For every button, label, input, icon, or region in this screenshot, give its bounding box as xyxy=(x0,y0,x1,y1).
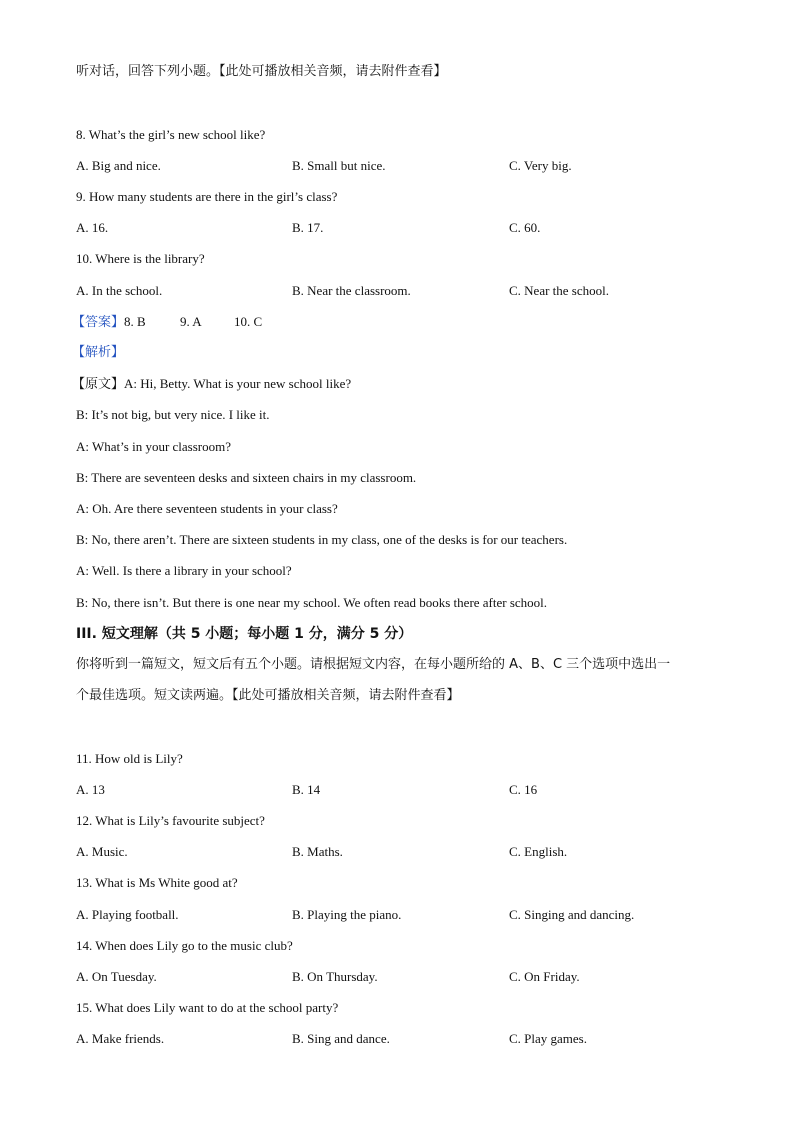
q8-option-b: B. Small but nice. xyxy=(292,158,386,173)
listening-intro: 听对话，回答下列小题。【此处可播放相关音频，请去附件查看】 xyxy=(76,64,447,79)
original-label: 【原文】 xyxy=(72,377,125,392)
question-14: 14. When does Lily go to the music club? xyxy=(76,938,293,953)
q9-option-b: B. 17. xyxy=(292,220,324,235)
transcript-line-2: B: It’s not big, but very nice. I like it. xyxy=(76,407,270,422)
q8-option-a: A. Big and nice. xyxy=(76,158,161,173)
question-10: 10. Where is the library? xyxy=(76,251,205,266)
transcript-line-7: A: Well. Is there a library in your school? xyxy=(76,563,292,578)
q15-option-b: B. Sing and dance. xyxy=(292,1031,390,1046)
q13-option-b: B. Playing the piano. xyxy=(292,907,402,922)
q10-option-c: C. Near the school. xyxy=(509,283,610,298)
question-15: 15. What does Lily want to do at the school party? xyxy=(76,1000,339,1015)
q15-option-a: A. Make friends. xyxy=(76,1031,165,1046)
question-11: 11. How old is Lily? xyxy=(76,751,183,766)
answer-9: 9. A xyxy=(180,314,202,329)
analysis-label: 【解析】 xyxy=(72,345,125,360)
q12-option-c: C. English. xyxy=(509,844,568,859)
q9-option-c: C. 60. xyxy=(509,220,541,235)
q14-option-a: A. On Tuesday. xyxy=(76,969,157,984)
q8-option-c: C. Very big. xyxy=(509,158,572,173)
q12-option-a: A. Music. xyxy=(76,844,128,859)
q11-option-c: C. 16 xyxy=(509,782,538,797)
q10-option-a: A. In the school. xyxy=(76,283,163,298)
q10-option-b: B. Near the classroom. xyxy=(292,283,411,298)
question-12: 12. What is Lily’s favourite subject? xyxy=(76,813,265,828)
answer-10: 10. C xyxy=(234,314,263,329)
transcript-line-3: A: What’s in your classroom? xyxy=(76,439,232,454)
section-3-heading: III. 短文理解（共 5 小题；每小题 1 分，满分 5 分） xyxy=(76,626,413,642)
q11-option-a: A. 13 xyxy=(76,782,105,797)
transcript-line-6: B: No, there aren’t. There are sixteen students in my class, one of the desks is for our teachers. xyxy=(76,532,568,547)
q14-option-c: C. On Friday. xyxy=(509,969,580,984)
q12-option-b: B. Maths. xyxy=(292,844,343,859)
question-9: 9. How many students are there in the girl’s class? xyxy=(76,189,338,204)
q11-option-b: B. 14 xyxy=(292,782,321,797)
transcript-line-8: B: No, there isn’t. But there is one near my school. We often read books there after school. xyxy=(76,595,548,610)
q13-option-a: A. Playing football. xyxy=(76,907,179,922)
transcript-line-4: B: There are seventeen desks and sixteen chairs in my classroom. xyxy=(76,470,417,485)
transcript-line-5: A: Oh. Are there seventeen students in your class? xyxy=(76,501,338,516)
q13-option-c: C. Singing and dancing. xyxy=(509,907,635,922)
section-3-instruction-1: 你将听到一篇短文，短文后有五个小题。请根据短文内容，在每小题所给的 A、B、C 三个选项中选出一 xyxy=(76,657,671,672)
q15-option-c: C. Play games. xyxy=(509,1031,587,1046)
question-13: 13. What is Ms White good at? xyxy=(76,875,238,890)
answer-line xyxy=(72,313,262,332)
section-3-instruction-2: 个最佳选项。短文读两遍。【此处可播放相关音频，请去附件查看】 xyxy=(76,688,460,703)
answer-label: 【答案】 xyxy=(72,315,125,330)
q9-option-a: A. 16. xyxy=(76,220,109,235)
answer-8: 8. B xyxy=(124,314,146,329)
transcript-line-1: 【原文】A: Hi, Betty. What is your new school like? xyxy=(72,376,352,392)
q14-option-b: B. On Thursday. xyxy=(292,969,378,984)
question-8: 8. What’s the girl’s new school like? xyxy=(76,127,266,142)
